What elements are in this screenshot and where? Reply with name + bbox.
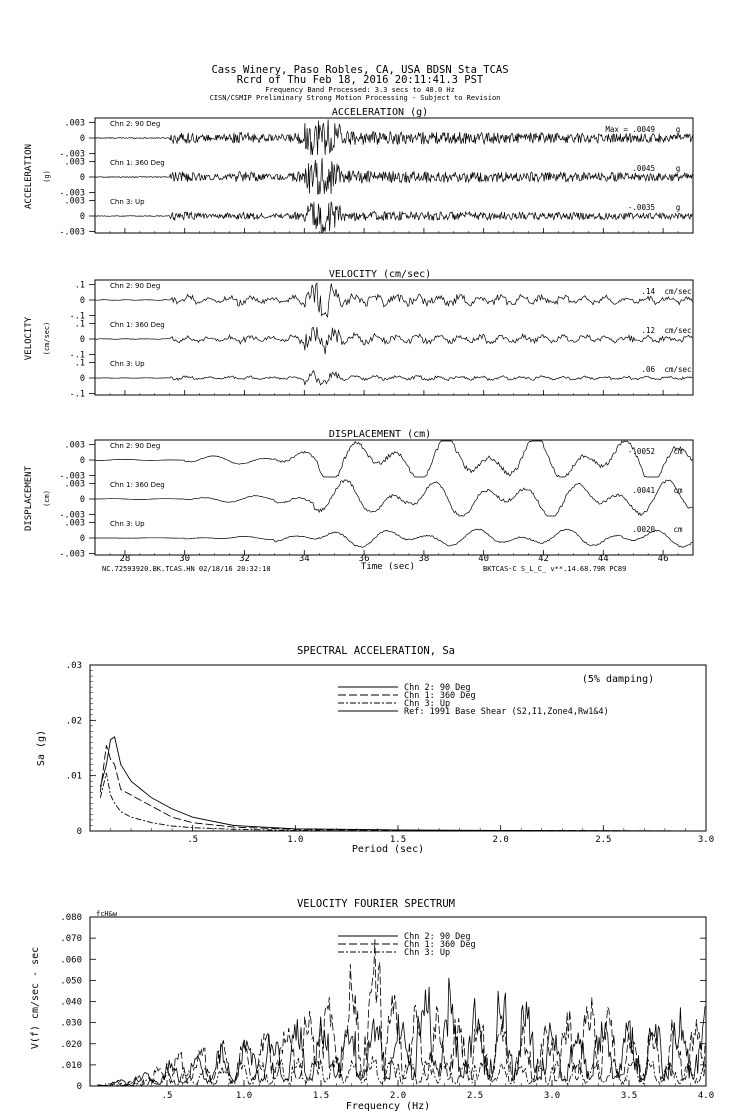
channel-label: Chn 2: 90 Deg (110, 120, 161, 128)
time-tick-label: 44 (597, 554, 609, 564)
sa-legend (338, 683, 609, 717)
panel-frame (95, 440, 693, 555)
sa-y-tick-label: .03 (65, 661, 82, 671)
peak-unit-label: cm/sec (664, 326, 692, 335)
fourier-x-tick-label: 2.0 (389, 1091, 407, 1101)
y-tick-label: .003 (64, 118, 85, 129)
sa-y-axis-label: Sa (g) (36, 729, 47, 767)
y-tick-label: -.003 (59, 149, 85, 160)
channel-trace-group (59, 480, 692, 521)
fourier-x-tick-label: .5 (161, 1091, 173, 1101)
time-tick-label: 30 (179, 554, 191, 564)
panel-unit-label: (cm) (43, 490, 51, 507)
peak-value-label: .14 (641, 287, 655, 296)
y-tick-label: -.003 (59, 188, 85, 199)
fourier-x-tick-label: 4.0 (697, 1091, 715, 1101)
fourier-title: VELOCITY FOURIER SPECTRUM (296, 898, 456, 910)
panel-side-label: ACCELERATION (24, 143, 34, 210)
y-tick-label: 0 (79, 374, 85, 384)
channel-label: Chn 1: 360 Deg (110, 321, 165, 329)
peak-unit-label: cm (673, 525, 683, 534)
sa-damping-note: (5% damping) (581, 674, 655, 685)
fourier-y-tick-label: .040 (60, 997, 82, 1008)
y-tick-label: .1 (74, 280, 85, 291)
time-series-panels (24, 107, 693, 560)
spectral-acceleration-chart (36, 645, 714, 855)
peak-unit-label: g (675, 125, 681, 134)
peak-value-label: .0020 (632, 525, 655, 534)
peak-unit-label: g (675, 164, 681, 173)
peak-unit-label: cm (673, 486, 683, 495)
peak-unit-label: cm/sec (664, 287, 692, 296)
channel-trace-group (70, 359, 693, 400)
sa-x-tick-label: 1.0 (287, 835, 304, 845)
channel-trace (96, 327, 693, 354)
panel-unit-label: (cm/sec) (43, 321, 51, 356)
y-tick-label: 0 (79, 296, 85, 306)
channel-trace-group (70, 281, 693, 322)
fourier-corner-label: fcH&w (96, 910, 118, 918)
time-series-footer (102, 554, 669, 573)
panel-title: DISPLACEMENT (cm) (328, 429, 432, 440)
channel-label: Chn 3: Up (110, 360, 145, 368)
panel-vel (24, 269, 693, 400)
y-tick-label: .1 (74, 319, 85, 330)
sa-series-line (100, 737, 706, 831)
y-tick-label: 0 (79, 212, 85, 222)
sa-x-tick-label: .5 (187, 835, 199, 845)
channel-label: Chn 3: Up (110, 520, 145, 528)
time-tick-label: 28 (119, 554, 131, 564)
channel-trace-group (59, 441, 692, 482)
fourier-y-tick-label: .050 (60, 976, 82, 987)
y-tick-label: -.003 (59, 471, 85, 482)
y-tick-label: .003 (64, 479, 85, 490)
sa-x-tick-label: 1.5 (389, 835, 407, 845)
fourier-x-tick-label: 1.0 (235, 1091, 253, 1101)
sa-series-line (100, 745, 706, 831)
sa-legend-label: Chn 3: Up (404, 699, 451, 709)
y-tick-label: .003 (64, 157, 85, 168)
panel-side-label: VELOCITY (24, 316, 34, 361)
y-tick-label: .1 (74, 358, 85, 369)
y-tick-label: 0 (79, 456, 85, 466)
channel-trace (96, 371, 693, 385)
y-tick-label: -.003 (59, 510, 85, 521)
peak-value-label: -.0052 (627, 447, 655, 456)
record-id-label: NC.72593920.BK.TCAS.HN 02/18/16 20:32:18 (102, 565, 271, 573)
peak-unit-label: g (675, 203, 681, 212)
fourier-x-tick-label: 2.5 (466, 1091, 484, 1101)
peak-value-label: -.0035 (627, 203, 655, 212)
peak-value-label: .12 (641, 326, 655, 335)
sa-y-tick-label: .01 (65, 771, 82, 782)
panel-title: ACCELERATION (g) (331, 107, 429, 118)
fourier-legend (338, 932, 476, 958)
channel-label: Chn 2: 90 Deg (110, 282, 161, 290)
channel-label: Chn 3: Up (110, 198, 145, 206)
y-tick-label: .003 (64, 196, 85, 207)
y-tick-label: 0 (79, 335, 85, 345)
y-tick-label: -.003 (59, 549, 85, 560)
y-tick-label: 0 (79, 495, 85, 505)
sa-axes (66, 661, 714, 845)
time-tick-label: 36 (358, 554, 370, 564)
y-tick-label: -.1 (69, 311, 85, 322)
header-record-line: Rcrd of Thu Feb 18, 2016 20:11:41.3 PST (236, 74, 484, 86)
panel-side-label: DISPLACEMENT (24, 465, 34, 532)
fourier-legend-label: Chn 2: 90 Deg (404, 932, 471, 942)
panel-unit-label: (g) (43, 170, 51, 183)
sa-legend-label: Chn 1: 360 Deg (404, 691, 476, 701)
y-tick-label: -.003 (59, 227, 85, 238)
peak-unit-label: cm/sec (664, 365, 692, 374)
fourier-y-tick-label: .080 (60, 913, 82, 923)
y-tick-label: -.1 (69, 389, 85, 400)
peak-value-label: .0045 (632, 164, 655, 173)
time-tick-label: 40 (478, 554, 490, 564)
fourier-series-line (98, 939, 705, 1085)
fourier-y-tick-label: 0 (76, 1082, 82, 1092)
header-band-line: Frequency Band Processed: 3.3 secs to 40.0 Hz (265, 86, 455, 94)
fourier-x-axis-label: Frequency (Hz) (345, 1101, 431, 1112)
channel-trace (96, 480, 693, 516)
sa-x-tick-label: 3.0 (697, 835, 715, 845)
channel-trace (96, 158, 693, 194)
fourier-y-tick-label: .070 (60, 934, 82, 945)
fourier-x-tick-label: 1.5 (312, 1091, 330, 1101)
time-tick-label: 46 (657, 554, 669, 564)
fourier-spectrum-chart (30, 898, 714, 1112)
fourier-x-tick-label: 3.5 (620, 1091, 638, 1101)
y-tick-label: .003 (64, 440, 85, 451)
time-tick-label: 34 (298, 554, 310, 564)
time-axis-label: Time (sec) (360, 562, 416, 572)
sa-y-tick-label: .02 (65, 716, 82, 727)
panel-title: VELOCITY (cm/sec) (328, 269, 432, 280)
channel-trace (96, 119, 693, 155)
channel-label: Chn 2: 90 Deg (110, 442, 161, 450)
peak-value-label: .0041 (632, 486, 655, 495)
fourier-y-tick-label: .060 (60, 955, 82, 966)
channel-trace (96, 529, 693, 547)
fourier-y-tick-label: .020 (60, 1039, 82, 1050)
fourier-y-tick-label: .010 (60, 1060, 82, 1071)
sa-x-tick-label: 2.5 (595, 835, 612, 845)
sa-x-tick-label: 2.0 (492, 835, 509, 845)
sa-y-tick-label: 0 (76, 827, 82, 837)
channel-label: Chn 1: 360 Deg (110, 159, 165, 167)
channel-trace-group (59, 197, 692, 238)
fourier-series-line (98, 978, 705, 1086)
header-processing-line: CISN/CSMIP Preliminary Strong Motion Processing - Subject to Revision (209, 94, 501, 102)
peak-value-label: .06 (641, 365, 655, 374)
channel-label: Chn 1: 360 Deg (110, 481, 165, 489)
fourier-legend-label: Chn 1: 360 Deg (404, 940, 476, 950)
y-tick-label: 0 (79, 173, 85, 183)
y-tick-label: 0 (79, 534, 85, 544)
time-tick-label: 42 (538, 554, 549, 564)
sa-plot-frame (90, 665, 706, 831)
panel-dis (24, 429, 693, 560)
sa-legend-label: Chn 2: 90 Deg (404, 683, 471, 693)
panel-acc (24, 107, 693, 238)
channel-trace-group (59, 158, 692, 199)
fourier-x-tick-label: 3.0 (543, 1091, 561, 1101)
time-tick-label: 38 (418, 554, 430, 564)
fourier-series-lines (98, 939, 705, 1086)
channel-trace-group (59, 119, 692, 160)
sa-legend-label: Ref: 1991 Base Shear (S2,I1,Zone4,Rw1&4) (404, 707, 609, 717)
channel-trace (96, 283, 693, 317)
peak-value-label: Max = .0049 (605, 125, 655, 134)
peak-unit-label: cm (673, 447, 683, 456)
fourier-y-tick-label: .030 (60, 1018, 82, 1029)
header-station-line: Cass Winery, Paso Robles, CA, USA BDSN Sta TCAS (211, 64, 509, 76)
report-header (210, 64, 509, 102)
y-tick-label: .003 (64, 518, 85, 529)
channel-trace (96, 441, 693, 477)
y-tick-label: -.1 (69, 350, 85, 361)
sa-title: SPECTRAL ACCELERATION, Sa (296, 645, 456, 657)
y-tick-label: 0 (79, 134, 85, 144)
sa-series-lines (100, 737, 706, 831)
time-tick-label: 32 (239, 554, 250, 564)
processing-code-label: BKTCAS-C S_L_C_ v**.14.68.79R PC89 (483, 565, 627, 573)
fourier-legend-label: Chn 3: Up (404, 948, 451, 958)
sa-x-axis-label: Period (sec) (351, 844, 425, 855)
channel-trace-group (70, 320, 693, 361)
fourier-y-axis-label: V(f) cm/sec - sec (30, 946, 41, 1050)
fourier-series-line (98, 1056, 705, 1086)
